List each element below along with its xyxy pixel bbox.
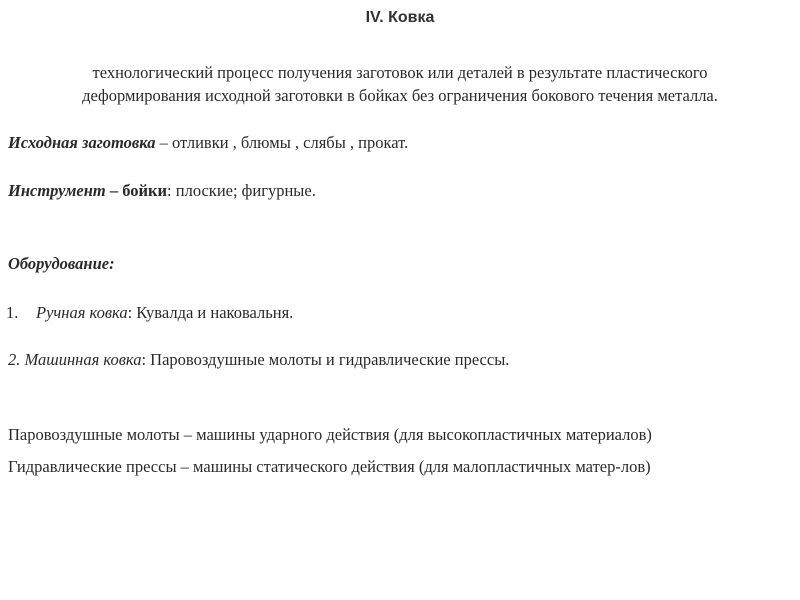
- note-line-1: Паровоздушные молоты – машины ударного действия (для высокопластичных материалов): [8, 425, 652, 444]
- equipment-item-2-text: : Паровоздушные молоты и гидравлические прессы.: [141, 350, 510, 369]
- blank-term: Исходная заготовка: [8, 133, 156, 152]
- tool-subterm: бойки: [122, 181, 168, 200]
- tool-dash: –: [105, 181, 123, 200]
- tool-term: Инструмент: [8, 181, 106, 200]
- blank-line: [8, 133, 408, 153]
- definition-paragraph: [8, 61, 792, 107]
- equipment-item-1-term: Ручная ковка: [36, 303, 128, 322]
- equipment-item-1-text: : Кувалда и наковальня.: [127, 303, 294, 322]
- blank-text: – отливки , блюмы , слябы , прокат.: [155, 133, 409, 152]
- note-line-2: Гидравлические прессы – машины статического действия (для малопластичных матер-лов): [8, 457, 651, 476]
- definition-line-1: технологический процесс получения заготовок или деталей в результате пластического: [92, 63, 708, 82]
- equipment-item-2-term: 2. Машинная ковка: [8, 350, 142, 369]
- tool-text: : плоские; фигурные.: [167, 181, 316, 200]
- equipment-item-2: [8, 350, 509, 370]
- definition-line-2: деформирования исходной заготовки в бойках без ограничения бокового течения металла.: [82, 86, 718, 105]
- equipment-heading-text: Оборудование:: [8, 254, 115, 273]
- tool-line: [8, 181, 316, 201]
- equipment-heading: [8, 254, 115, 274]
- equipment-item-1-number: 1.: [6, 303, 19, 322]
- slide-title: IV. Ковка: [365, 9, 435, 26]
- equipment-item-1: [6, 303, 293, 323]
